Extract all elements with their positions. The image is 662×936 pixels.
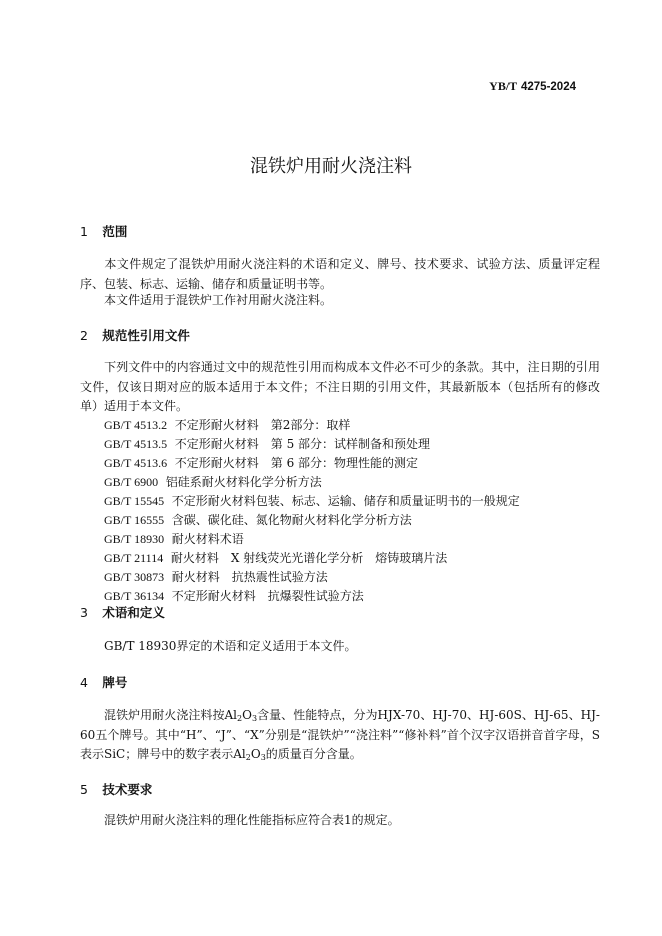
subscript: 2 (237, 714, 243, 723)
paragraph-text: 混铁炉用耐火浇注料的理化性能指标应符合表1的规定。 (104, 813, 400, 827)
reference-code: GB/T 21114 (104, 551, 164, 565)
standard-number: 4275-2024 (521, 81, 576, 93)
reference-code: GB/T 30873 (104, 570, 165, 584)
reference-code: GB/T 15545 (104, 494, 165, 508)
section-title: 范围 (102, 224, 128, 239)
paragraph-text: 的质量百分含量。 (265, 747, 362, 761)
section-number: 3 (80, 605, 88, 620)
reference-title: 不定形耐火材料 抗爆裂性试验方法 (171, 589, 364, 603)
subscript: 3 (251, 714, 258, 723)
reference-title: 耐火材料术语 (171, 532, 244, 546)
section-2-heading (80, 326, 190, 344)
section-title: 术语和定义 (102, 605, 165, 620)
section-number: 4 (80, 675, 88, 690)
paragraph-text: 含量、性能特点，分为HJX-70、HJ-70、HJ-60S、HJ-65、HJ-60五个牌号。其中“H”、“J”、“X”分别是“混铁炉”“浇注料”“修补料”首个汉字汉语拼音首字母，S表示SiC；牌号中的数字表示Al (80, 708, 600, 761)
section-3-heading (80, 603, 165, 621)
reference-code: GB/T 4513.2 (104, 418, 168, 432)
reference-code: GB/T 4513.6 (104, 456, 168, 470)
reference-title: 不定形耐火材料 第 5 部分：试样制备和预处理 (174, 437, 431, 451)
section-title: 规范性引用文件 (102, 328, 190, 343)
subscript: 2 (245, 753, 251, 762)
reference-title: 不定形耐火材料包装、标志、运输、储存和质量证明书的一般规定 (171, 494, 520, 508)
reference-item (104, 416, 350, 433)
section-1-paragraph-1 (80, 255, 600, 294)
reference-title: 不定形耐火材料 第 6 部分：物理性能的测定 (174, 456, 419, 470)
paragraph-text: 本文件适用于混铁炉工作衬用耐火浇注料。 (104, 293, 333, 307)
section-5-heading (80, 780, 152, 798)
document-title: 混铁炉用耐火浇注料 (250, 156, 412, 177)
reference-item (104, 530, 244, 547)
standard-code (489, 79, 576, 94)
reference-code: GB/T 6900 (104, 475, 159, 489)
reference-item (104, 568, 328, 585)
reference-item (104, 549, 447, 566)
paragraph-text: GB/T 18930界定的术语和定义适用于本文件。 (104, 639, 357, 653)
standard-prefix: YB/T (489, 79, 518, 93)
reference-item (104, 435, 430, 452)
paragraph-text: 本文件规定了混铁炉用耐火浇注料的术语和定义、牌号、技术要求、试验方法、质量评定程序、包装、标志、运输、储存和质量证明书等。 (80, 257, 600, 291)
reference-code: GB/T 18930 (104, 532, 165, 546)
section-3-paragraph-1 (80, 637, 600, 657)
paragraph-text: 下列文件中的内容通过文中的规范性引用而构成本文件必不可少的条款。其中，注日期的引用文件，仅该日期对应的版本适用于本文件；不注日期的引用文件，其最新版本（包括所有的修改单）适用于本文件。 (80, 360, 600, 413)
paragraph-text: O (242, 708, 252, 722)
reference-item (104, 511, 412, 528)
section-number: 5 (80, 782, 88, 797)
reference-title: 含碳、碳化硅、氮化物耐火材料化学分析方法 (171, 513, 412, 527)
section-number: 2 (80, 328, 88, 343)
reference-title: 不定形耐火材料 第2部分：取样 (174, 418, 351, 432)
reference-code: GB/T 16555 (104, 513, 165, 527)
subscript: 3 (260, 753, 266, 762)
reference-title: 耐火材料 X 射线荧光光谱化学分析 熔铸玻璃片法 (170, 551, 448, 565)
section-1-paragraph-2 (80, 291, 600, 311)
section-4-heading (80, 673, 127, 691)
reference-title: 耐火材料 抗热震性试验方法 (171, 570, 328, 584)
paragraph-text: O (250, 747, 261, 761)
reference-title: 铝硅系耐火材料化学分析方法 (165, 475, 322, 489)
section-title: 技术要求 (102, 782, 153, 797)
reference-item (104, 454, 418, 471)
reference-code: GB/T 4513.5 (104, 437, 168, 451)
reference-item (104, 492, 520, 509)
reference-item (104, 587, 364, 604)
section-2-intro (80, 358, 600, 417)
section-5-paragraph-1 (80, 811, 600, 831)
paragraph-text: 混铁炉用耐火浇注料按Al (104, 708, 238, 722)
section-number: 1 (80, 224, 88, 239)
section-4-paragraph-1 (80, 706, 600, 765)
section-title: 牌号 (102, 675, 128, 690)
section-1-heading (80, 222, 127, 240)
reference-code: GB/T 36134 (104, 589, 165, 603)
reference-item (104, 473, 322, 490)
